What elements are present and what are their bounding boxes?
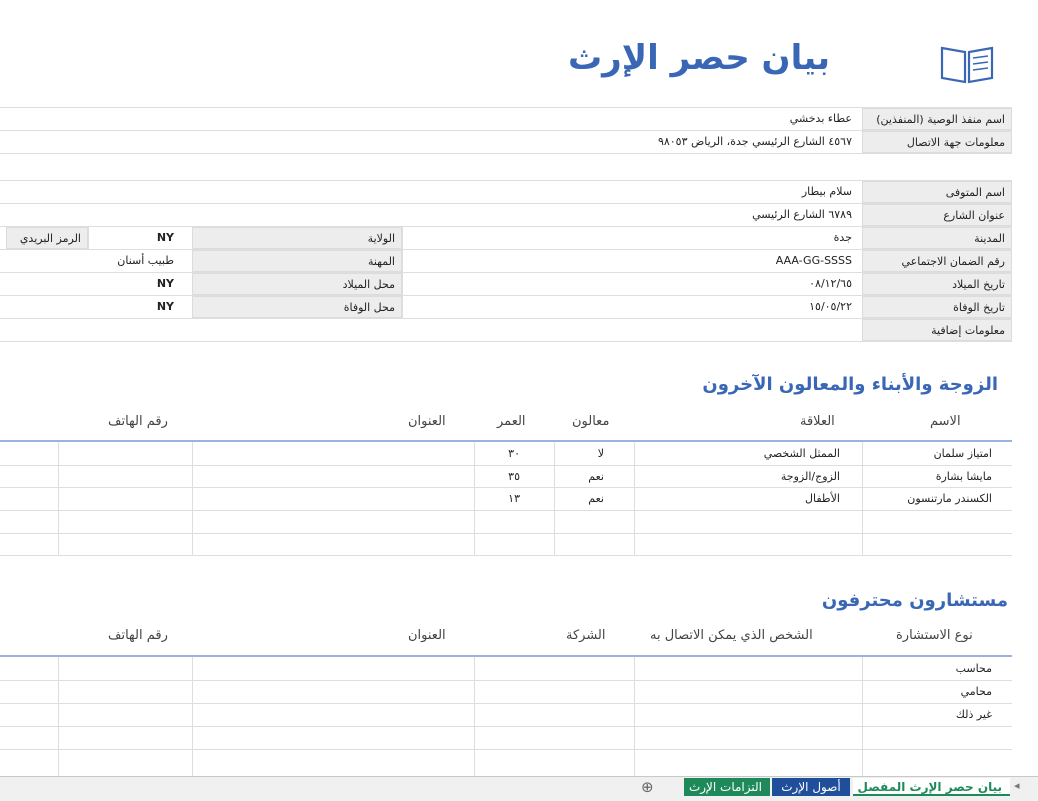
family-row-2-relation[interactable]: الزوج/الزوجة [780, 470, 840, 483]
executor-label: اسم منفذ الوصية (المنفذين) [862, 108, 1012, 130]
family-section-title: الزوجة والأبناء والمعالون الآخرون [702, 374, 998, 395]
family-header-name: الاسم [930, 414, 961, 429]
add-sheet-icon[interactable]: ⊕ [641, 778, 654, 796]
tab-estate-assets[interactable]: أصول الإرث [772, 778, 850, 796]
advisors-header-address: العنوان [408, 628, 446, 643]
family-header-phone: رقم الهاتف [108, 414, 168, 429]
family-row-3-relation[interactable]: الأطفال [805, 492, 840, 505]
advisor-row-3-type[interactable]: غير ذلك [955, 708, 992, 721]
family-row-2-age[interactable]: ٣٥ [508, 470, 520, 483]
family-header-age: العمر [497, 414, 526, 429]
city-label: المدينة [862, 227, 1012, 249]
family-row-1-name[interactable]: امتياز سلمان [933, 447, 992, 460]
family-row-1-dependent[interactable]: لا [597, 447, 604, 460]
deathplace-label: محل الوفاة [192, 296, 402, 318]
tab-estate-obligations[interactable]: التزامات الإرث [684, 778, 770, 796]
advisor-row-1-type[interactable]: محاسب [955, 662, 992, 675]
page-title: بيان حصر الإرث [568, 38, 830, 78]
deathplace-value[interactable]: NY [156, 300, 174, 313]
job-value[interactable]: طبيب أسنان [117, 254, 174, 267]
contact-value[interactable]: ٤٥٦٧ الشارع الرئيسي جدة، الرياض ٩٨٠٥٣ [657, 135, 852, 148]
family-row-2-dependent[interactable]: نعم [588, 470, 604, 483]
family-header-dependent: معالون [572, 414, 610, 429]
family-row-3-dependent[interactable]: نعم [588, 492, 604, 505]
advisors-header-contact: الشخص الذي يمكن الاتصال به [650, 628, 813, 643]
open-book-icon [940, 44, 994, 84]
family-header-address: العنوان [408, 414, 446, 429]
advisors-header-company: الشركة [566, 628, 606, 643]
tab-scroll-left-icon[interactable]: ◂ [1014, 779, 1020, 792]
contact-label: معلومات جهة الاتصال [862, 131, 1012, 153]
advisors-section-title: مستشارون محترفون [821, 590, 1008, 611]
job-label: المهنة [192, 250, 402, 272]
birth-value[interactable]: ٠٨/١٢/٦٥ [809, 277, 852, 290]
birthplace-value[interactable]: NY [156, 277, 174, 290]
tab-estate-inventory-detailed[interactable]: بيان حصر الإرث المفصل [853, 778, 1010, 796]
family-row-3-name[interactable]: الكسندر مارتنسون [907, 492, 992, 505]
extra-info-label: معلومات إضافية [862, 319, 1012, 341]
birth-label: تاريخ الميلاد [862, 273, 1012, 295]
family-row-2-name[interactable]: مايشا بشارة [935, 470, 992, 483]
street-value[interactable]: ٦٧٨٩ الشارع الرئيسي [752, 208, 852, 221]
ssn-label: رقم الضمان الاجتماعي [862, 250, 1012, 272]
street-label: عنوان الشارع [862, 204, 1012, 226]
zip-label: الرمز البريدي [6, 227, 88, 249]
family-row-3-age[interactable]: ١٣ [508, 492, 520, 505]
state-label: الولاية [192, 227, 402, 249]
family-header-relation: العلاقة [800, 414, 835, 429]
death-label: تاريخ الوفاة [862, 296, 1012, 318]
birthplace-label: محل الميلاد [192, 273, 402, 295]
family-row-1-age[interactable]: ٣٠ [508, 447, 520, 460]
state-value[interactable]: NY [156, 231, 174, 244]
family-row-1-relation[interactable]: الممثل الشخصي [763, 447, 840, 460]
deceased-name[interactable]: سلام بيطار [801, 185, 852, 198]
death-value[interactable]: ١٥/٠٥/٢٢ [809, 300, 852, 313]
advisors-header-phone: رقم الهاتف [108, 628, 168, 643]
deceased-name-label: اسم المتوفى [862, 181, 1012, 203]
advisors-header-type: نوع الاستشارة [896, 628, 973, 643]
executor-name[interactable]: عطاء بدخشي [789, 112, 852, 125]
ssn-value[interactable]: AAA-GG-SSSS [775, 254, 852, 267]
advisor-row-2-type[interactable]: محامي [960, 685, 992, 698]
city-value[interactable]: جدة [833, 231, 852, 244]
